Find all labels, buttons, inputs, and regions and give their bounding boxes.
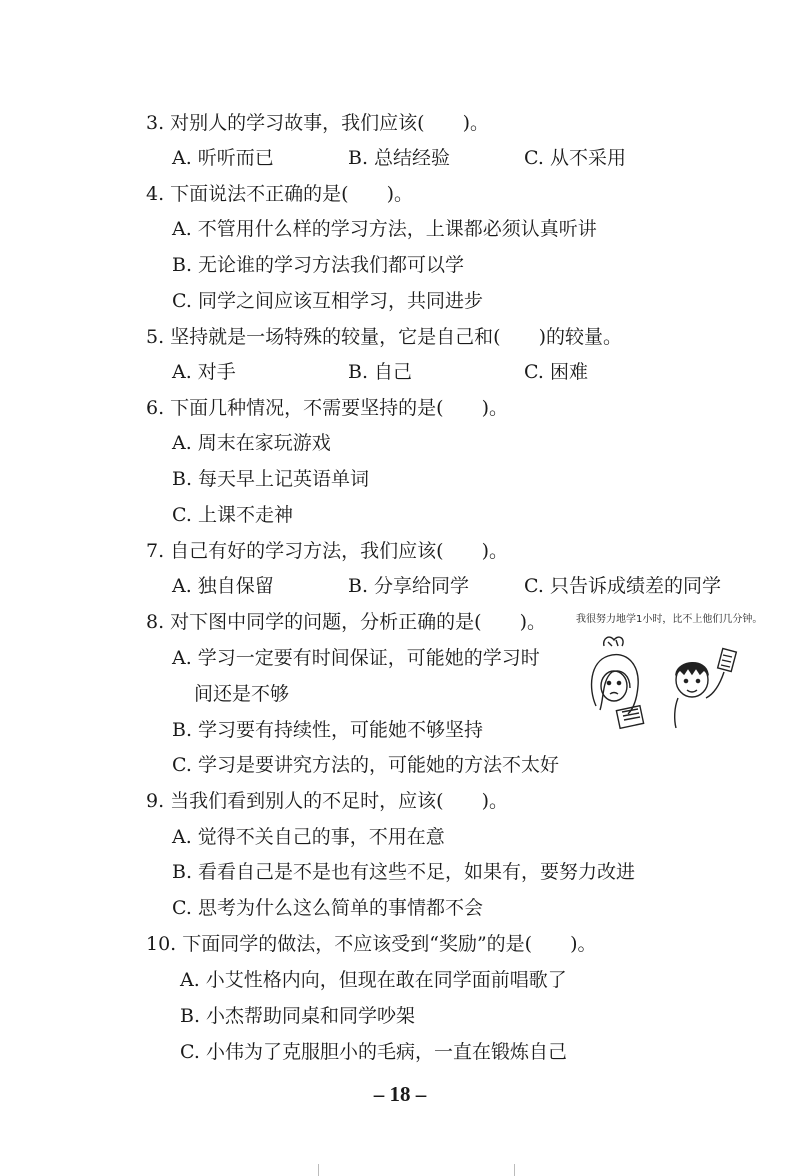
q8-option-b[interactable]: B. 学习要有持续性，可能她不够坚持 xyxy=(172,719,484,741)
q4-option-a[interactable]: A. 不管用什么样的学习方法，上课都必须认真听讲 xyxy=(172,218,597,240)
question-10-stem: 10. 下面同学的做法，不应该受到“奖励”的是( )。 xyxy=(146,933,597,955)
q10-option-b[interactable]: B. 小杰帮助同桌和同学吵架 xyxy=(180,1005,416,1027)
q8-option-c[interactable]: C. 学习是要讲究方法的，可能她的方法不太好 xyxy=(172,754,559,776)
q9-option-c[interactable]: C. 思考为什么这么简单的事情都不会 xyxy=(172,897,483,919)
cartoon-illustration xyxy=(574,612,766,732)
q7-option-c[interactable]: C. 只告诉成绩差的同学 xyxy=(524,575,721,597)
q8-option-a-continued: 间还是不够 xyxy=(194,683,290,705)
q5-option-a[interactable]: A. 对手 xyxy=(172,361,236,383)
q6-option-b[interactable]: B. 每天早上记英语单词 xyxy=(172,468,370,490)
q4-option-c[interactable]: C. 同学之间应该互相学习，共同进步 xyxy=(172,290,483,312)
question-8-stem: 8. 对下图中同学的问题，分析正确的是( )。 xyxy=(146,611,546,633)
page-number: – 18 – xyxy=(373,1082,427,1106)
q9-option-b[interactable]: B. 看看自己是不是也有这些不足，如果有，要努力改进 xyxy=(172,861,636,883)
q7-option-a[interactable]: A. 独自保留 xyxy=(172,575,274,597)
question-6-stem: 6. 下面几种情况，不需要坚持的是( )。 xyxy=(146,397,508,419)
q10-option-a[interactable]: A. 小艾性格内向，但现在敢在同学面前唱歌了 xyxy=(180,969,567,991)
scan-mark-right xyxy=(514,1164,515,1176)
question-9-stem: 9. 当我们看到别人的不足时，应该( )。 xyxy=(146,790,508,812)
cartoon-students-icon xyxy=(574,628,766,732)
q7-option-b[interactable]: B. 分享给同学 xyxy=(348,575,470,597)
q6-option-c[interactable]: C. 上课不走神 xyxy=(172,504,293,526)
q3-option-a[interactable]: A. 听听而已 xyxy=(172,147,274,169)
q3-option-b[interactable]: B. 总结经验 xyxy=(348,147,451,169)
q9-option-a[interactable]: A. 觉得不关自己的事，不用在意 xyxy=(172,826,445,848)
illustration-caption: 我很努力地学1小时，比不上他们几分钟。 xyxy=(576,614,763,625)
question-4-stem: 4. 下面说法不正确的是( )。 xyxy=(146,183,413,205)
q4-option-b[interactable]: B. 无论谁的学习方法我们都可以学 xyxy=(172,254,465,276)
question-7-stem: 7. 自己有好的学习方法，我们应该( )。 xyxy=(146,540,508,562)
q8-option-a[interactable]: A. 学习一定要有时间保证，可能她的学习时 xyxy=(172,647,540,669)
q6-option-a[interactable]: A. 周末在家玩游戏 xyxy=(172,432,331,454)
scan-mark-left xyxy=(318,1164,319,1176)
q3-option-c[interactable]: C. 从不采用 xyxy=(524,147,626,169)
q10-option-c[interactable]: C. 小伟为了克服胆小的毛病，一直在锻炼自己 xyxy=(180,1041,567,1063)
q5-option-b[interactable]: B. 自己 xyxy=(348,361,413,383)
question-5-stem: 5. 坚持就是一场特殊的较量，它是自己和( )的较量。 xyxy=(146,326,622,348)
question-3-stem: 3. 对别人的学习故事，我们应该( )。 xyxy=(146,112,489,134)
q5-option-c[interactable]: C. 困难 xyxy=(524,361,588,383)
